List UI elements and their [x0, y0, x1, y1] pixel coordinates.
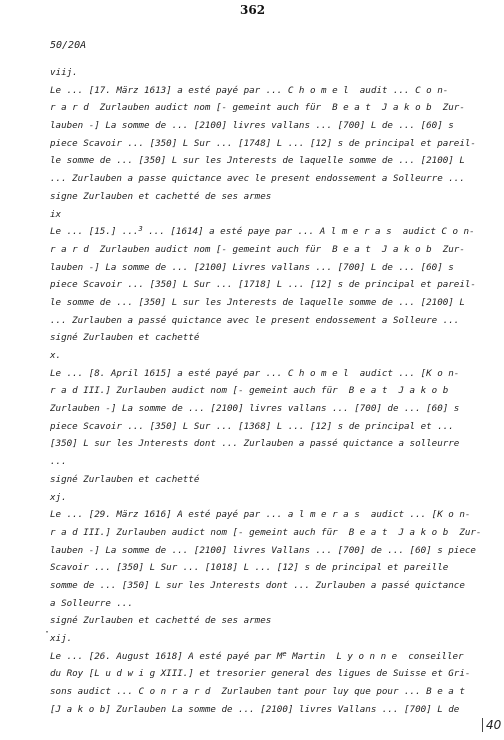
- text-line: ... Zurlauben a passé quictance avec le present endossement a Solleure ...: [50, 314, 460, 326]
- text-line: signé Zurlauben et cachetté: [50, 473, 200, 485]
- text-line: lauben -] La somme de ... [2100] Livres vallans ... [700] L de ... [60] s: [50, 261, 454, 273]
- page-number: 362: [240, 3, 266, 17]
- text-line: le somme de ... [350] L sur les Jnterests de laquelle somme de ... [2100] L: [50, 155, 465, 167]
- line-text: Martin L y o n n e conseiller: [286, 650, 464, 662]
- footnote-marker: 3: [138, 225, 143, 234]
- text-line: viij.: [50, 67, 78, 78]
- text-line: [350] L sur les Jnterests dont ... Zurlauben a passé quictance a solleurre: [50, 438, 460, 450]
- text-line: r a d III.] Zurlauben audict nom [- gemeint auch für B e a t J a k o b Zur-: [50, 526, 482, 538]
- text-line: r a r d Zurlauben audict nom [- gemeint auch für B e a t J a k o b Zur-: [50, 243, 465, 255]
- text-line: du Roy [L u d w i g XIII.] et tresorier general des ligues de Suisse et Gri-: [50, 668, 471, 680]
- text-line: x.: [50, 350, 62, 361]
- text-line: ix: [50, 208, 62, 220]
- line-text: Le ... [15.] ...: [50, 226, 139, 238]
- text-line: xij.: [50, 633, 73, 644]
- sheet-reference: 50/20A: [50, 40, 87, 51]
- text-line: r a r d Zurlauben audict nom [- gemeint auch für B e a t J a k o b Zur-: [50, 102, 465, 114]
- text-line: le somme de ... [350] L sur les Jnterests de laquelle somme de ... [2100] L: [50, 296, 465, 308]
- text-line: sons audict ... C o n r a r d Zurlauben tant pour luy que pour ... B e a t: [50, 686, 465, 698]
- text-line: lauben -] La somme de ... [2100] livres vallans ... [700] L de ... [60] s: [50, 120, 454, 132]
- line-text: Le ... [26. August 1618] A esté payé par M: [50, 650, 283, 662]
- text-line: signé Zurlauben et cachetté de ses armes: [50, 615, 272, 627]
- margin-mark: ·: [44, 627, 51, 638]
- text-line: Zurlauben -] La somme de ... [2100] livres vallans ... [700] de ... [60] s: [50, 403, 460, 415]
- text-line: r a d III.] Zurlauben audict nom [- gemeint auch für B e a t J a k o b: [50, 385, 449, 397]
- text-line: Scavoir ... [350] L Sur ... [1018] L ... [12] s de principal et pareille: [50, 562, 449, 574]
- text-line-with-footnote: [50, 223, 475, 241]
- text-line: lauben -] La somme de ... [2100] livres Vallans ... [700] de ... [60] s piece: [50, 544, 476, 556]
- text-line: signé Zurlauben et cachetté: [50, 332, 200, 344]
- text-line: a Solleurre ...: [50, 597, 133, 609]
- text-line: Le ... [8. April 1615] a esté payé par ... C h o m e l audict ... [K o n-: [50, 367, 460, 379]
- text-line: [J a k o b] Zurlauben La somme de ... [2100] livres Vallans ... [700] L de: [50, 703, 460, 715]
- text-line: ... Zurlauben a passe quictance avec le present endossement a Solleurre ...: [50, 173, 465, 185]
- text-line-with-superscript: [50, 648, 470, 666]
- text-line: ...: [50, 456, 67, 468]
- text-line: xj.: [50, 491, 67, 503]
- text-line: piece Scavoir ... [350] L Sur ... [1748] L ... [12] s de principal et pareil-: [50, 137, 476, 149]
- text-line: somme de ... [350] L sur les Jnterests dont ... Zurlauben a passé quictance: [50, 579, 465, 591]
- text-line: Le ... [17. März 1613] a esté payé par ... C h o m e l audit ... C o n-: [50, 84, 449, 96]
- transcription-text: [50, 64, 482, 718]
- superscript-letter: e: [282, 649, 287, 658]
- text-line: Le ... [29. März 1616] A esté payé par ... a l m e r a s audict ... [K o n-: [50, 509, 471, 521]
- corner-page-number: 40: [482, 718, 501, 732]
- line-text: ... [1614] a esté paye par ... A l m e r a s audict C o n-: [142, 226, 475, 238]
- text-line: signe Zurlauben et cachetté de ses armes: [50, 190, 272, 202]
- text-line: piece Scavoir ... [350] L Sur ... [1718] L ... [12] s de principal et pareil-: [50, 279, 476, 291]
- text-line: piece Scavoir ... [350] L Sur ... [1368] L ... [12] s de principal et ...: [50, 420, 454, 432]
